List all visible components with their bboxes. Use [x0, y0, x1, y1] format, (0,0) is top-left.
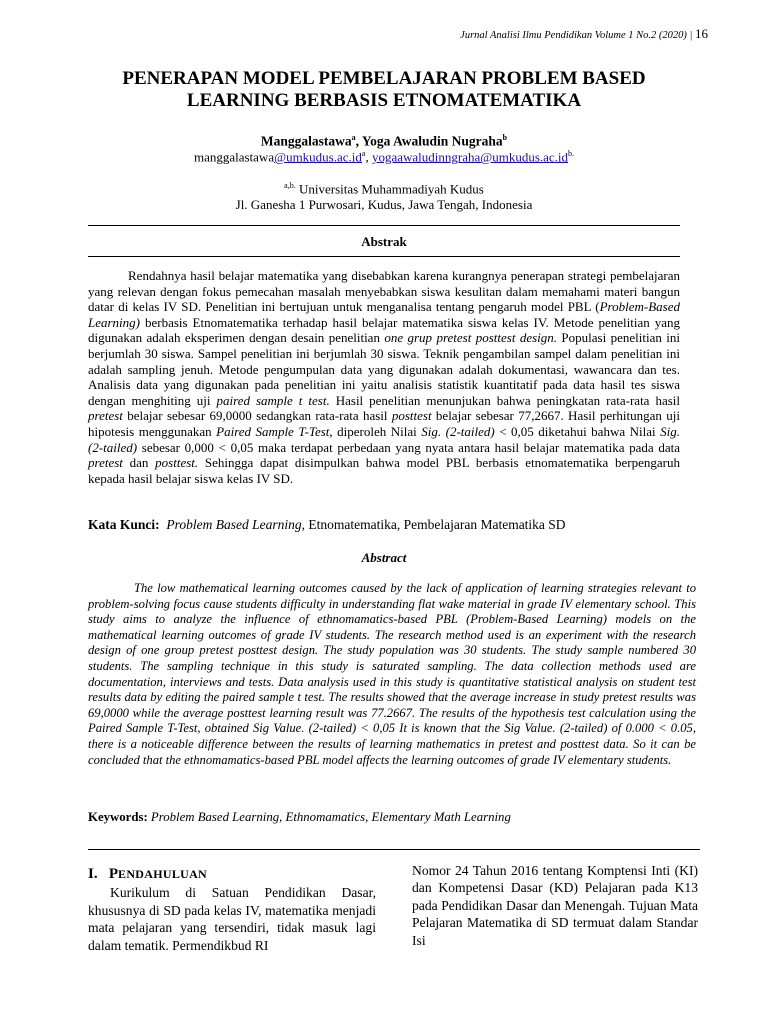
affiliation-university-line: [0, 178, 768, 197]
abstrak-text: diperoleh Nilai: [332, 423, 422, 439]
abstrak-text: Rendahnya hasil belajar matematika yang disebabkan karena kurangnya penerapan strategi pembelajaran yang relevan dengan fokus pemecahan masalah menyebabkan siswa kesulitan dalam memahami materi bangun datar di kelas IV SD. Penelitian ini bertujuan untuk menganalisa tentang pengaruh model PBL (: [88, 268, 680, 315]
kata-kunci-rest: , Etnomatematika, Pembelajaran Matematika SD: [301, 517, 566, 532]
right-column: [412, 862, 698, 949]
keywords-en: [88, 810, 688, 825]
intro-paragraph-left: Kurikulum di Satuan Pendidikan Dasar, khususnya di SD pada kelas IV, matematika menjadi mata pelajaran yang tersendiri, tidak masuk lagi dalam tematik. Permendikbud RI: [88, 885, 376, 953]
abstrak-italic-term: paired sample t test.: [216, 392, 330, 408]
kata-kunci-italic: Problem Based Learning: [166, 517, 302, 532]
running-head-separator: |: [689, 30, 693, 41]
abstrak-text: < 0,05 diketahui bahwa Nilai: [494, 423, 661, 439]
abstract-en-body: The low mathematical learning outcomes caused by the lack of application of learning strategies relevant to problem-solving focus cause students difficulty in understanding flat wake material in grade IV elementary school. This study aims to analyze the influence of ethnomamatics-based PBL (Problem-Based Learning) models on the mathematical learning outcomes of grade IV students. The research method used is an experiment with the research design of one group pretest posttest design. The study population was 30 students. The study sample numbered 30 students. The sampling technique in this study is saturated sampling. The data collection methods used are documentation, interviews and tests. Data analysis used in this study is quantitative statistical analysis on student test results data by editing the paired sample t test. The results showed that the average increase in study pretest results was 69,0000 while the average posttest learning result was 77.2667. The results of the hypothesis test calculation using the Paired Sample T-Test, obtained Sig Value. (2-tailed) < 0,05 It is known that the Sig Value. (2-tailed) of 0.000 < 0.05, there is a noticeable difference between the results of learning mathematics in pretest and posttest data. So it can be concluded that the ethnomamatics-based PBL model affects the learning outcomes of grade IV elementary students.: [88, 581, 696, 767]
page-number: 16: [695, 26, 708, 41]
abstrak-italic-term: Sig. (2-tailed): [88, 423, 680, 455]
affiliation: [0, 178, 768, 213]
abstrak-italic-term: pretest: [88, 455, 123, 471]
email-2-link[interactable]: yogaawaludinngraha@umkudus.ac.id: [371, 149, 569, 165]
section-number: I.: [88, 866, 98, 882]
abstrak-text: Hasil penelitian menunjukan bahwa peningkatan rata-rata hasil: [329, 392, 681, 408]
abstrak-text: belajar sebesar 69,0000 sedangkan rata-rata hasil: [122, 408, 392, 424]
abstrak-text: sebesar 0,000 < 0,05 maka terdapat perbedaan yang nyata antara hasil belajar matematika pada data: [137, 439, 680, 455]
author-2-affil-mark: b: [502, 133, 508, 142]
section-title-rest: ENDAHULUAN: [118, 867, 208, 881]
title-line-2: LEARNING BERBASIS ETNOMATEMATIKA: [186, 90, 582, 111]
title-line-1: PENERAPAN MODEL PEMBELAJARAN PROBLEM BASED: [122, 68, 646, 89]
abstrak-heading: Abstrak: [361, 234, 407, 249]
abstrak-italic-term: posttest.: [155, 455, 199, 471]
author-2: Yoga Awaludin Nugraha: [361, 133, 503, 149]
author-separator: ,: [355, 133, 362, 149]
section-heading-pendahuluan: [88, 866, 376, 883]
affiliation-mark: a,b.: [284, 181, 296, 190]
email-1-link[interactable]: @umkudus.ac.id: [274, 149, 362, 165]
columns-top-rule: [88, 849, 700, 850]
abstrak-italic-term: Sig. (2-tailed): [421, 423, 495, 439]
abstrak-italic-term: Paired Sample T-Test,: [216, 423, 333, 439]
abstrak-text: belajar sebesar 77,2667. Hasil perhitungan uji hipotesis menggunakan: [88, 408, 680, 439]
paper-title: [70, 68, 698, 112]
author-1-affil-mark: a: [351, 133, 356, 142]
author-list: [0, 133, 768, 150]
abstrak-heading-rule: [88, 256, 680, 257]
email-2-mark: b.: [568, 149, 575, 158]
abstrak-text: dan: [122, 455, 156, 471]
keywords-label: Keywords:: [88, 810, 148, 824]
email-1-mark: a: [361, 149, 366, 158]
abstrak-italic-term: pretest: [88, 408, 123, 424]
abstrak-italic-term: posttest: [391, 408, 432, 424]
affiliation-address: Jl. Ganesha 1 Purwosari, Kudus, Jawa Tengah, Indonesia: [235, 197, 533, 213]
abstract-top-rule: [88, 225, 680, 226]
journal-name: Jurnal Analisi Ilmu Pendidikan Volume 1 No.2 (2020): [460, 30, 687, 41]
author-emails: $manggalastawa@umkudus.ac.id^a$, $yogaawaludinngraha@umkudus.ac.id^{b.}$: [193, 149, 575, 165]
abstrak-text: Populasi penelitian ini berjumlah 30 siswa. Sampel penelitian ini berjumlah 30 siswa. Teknik pengambilan sampel dalam penelitian ini adalah sampling jenuh. Metode pengumpulan data yang digunakan adalah dokumentasi, wawancara dan tes. Analisis data yang digunakan pada penelitian ini yaitu analisis statistik kuantitatif pada data hasil tes siswa dengan menghiting uji: [88, 330, 680, 408]
abstrak-text: berbasis Etnomatematika terhadap hasil belajar matematika siswa kelas IV. Metode penelitian yang digunakan adalah eksperimen dengan desain penelitian: [88, 314, 680, 346]
abstrak-body: [88, 268, 680, 486]
abstrak-italic-term: Problem-Based Learning): [88, 299, 680, 330]
kata-kunci-label: Kata Kunci:: [88, 517, 160, 532]
abstrak-italic-term: one grup pretest posttest design.: [384, 330, 558, 346]
intro-paragraph-right: Nomor 24 Tahun 2016 tentang Komptensi Inti (KI) dan Kompetensi Dasar (KD) Pelajaran pada K13 pada Pendidikan Dasar dan Menengah. Tujuan Mata Pelajaran Matematika di SD termuat dalam Standar Isi: [412, 863, 698, 948]
abstrak-text: Sehingga dapat disimpulkan bahwa model PBL berbasis etnomatematika berpengaruh kepada hasil belajar siswa kelas IV SD.: [88, 455, 680, 486]
running-head: [460, 26, 708, 42]
kata-kunci: [88, 517, 688, 533]
left-column: [88, 866, 376, 954]
email-1-user: manggalastawa: [193, 149, 275, 165]
section-first-letter: P: [108, 866, 119, 882]
author-1: Manggalastawa: [260, 133, 352, 149]
keywords-text: Problem Based Learning, Ethnomamatics, Elementary Math Learning: [147, 810, 511, 824]
abstract-en-heading: Abstract: [361, 550, 407, 565]
affiliation-university: Universitas Muhammadiyah Kudus: [295, 181, 484, 197]
